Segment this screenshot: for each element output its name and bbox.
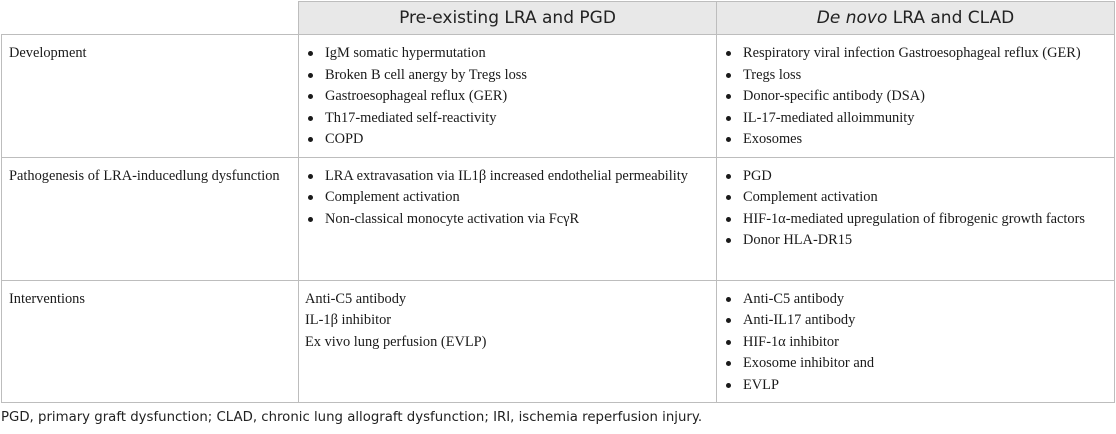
- list-item: Anti-C5 antibody: [723, 289, 1108, 311]
- table-row-interventions: [2, 280, 1115, 403]
- table-row-development: [2, 35, 1115, 158]
- list-item: IL-17-mediated alloimmunity: [723, 108, 1108, 130]
- bullet-list: [305, 166, 710, 231]
- de-novo-cell: [717, 280, 1115, 403]
- list-item: Broken B cell anergy by Tregs loss: [305, 65, 710, 87]
- list-item: COPD: [305, 129, 710, 151]
- list-item: Anti-IL17 antibody: [723, 310, 1108, 332]
- list-item: IL-1β inhibitor: [305, 312, 392, 328]
- list-item: Complement activation: [305, 187, 710, 209]
- header-de-novo-rest: LRA and CLAD: [887, 8, 1015, 28]
- list-item: Gastroesophageal reflux (GER): [305, 86, 710, 108]
- comparison-table: [1, 1, 1115, 403]
- list-item: Non-classical monocyte activation via FcγR: [305, 209, 710, 231]
- list-item: Ex vivo lung perfusion (EVLP): [305, 333, 487, 350]
- list-item: Th17-mediated self-reactivity: [305, 108, 710, 130]
- header-empty-cell: [2, 2, 299, 35]
- bullet-list: [723, 289, 1108, 397]
- list-item: HIF-1α-mediated upregulation of fibrogenic growth factors: [723, 209, 1108, 231]
- de-novo-cell: [717, 157, 1115, 280]
- bullet-list: [723, 43, 1108, 151]
- de-novo-cell: [717, 35, 1115, 158]
- header-de-novo-italic: De novo: [816, 8, 888, 28]
- list-item: Tregs loss: [723, 65, 1108, 87]
- list-item: Anti-C5 antibody: [305, 290, 407, 307]
- list-item: Donor-specific antibody (DSA): [723, 86, 1108, 108]
- table-row-pathogenesis: [2, 157, 1115, 280]
- list-item: HIF-1α inhibitor: [723, 332, 1108, 354]
- list-item: Respiratory viral infection Gastroesophageal reflux (GER): [723, 43, 1108, 65]
- header-row: [2, 2, 1115, 35]
- table-footnote: PGD, primary graft dysfunction; CLAD, chronic lung allograft dysfunction; IRI, ischemia reperfusion injury.: [1, 410, 703, 425]
- row-label: Interventions: [2, 280, 299, 403]
- list-item: Exosomes: [723, 129, 1108, 151]
- list-item: Exosome inhibitor and: [723, 353, 1108, 375]
- pre-existing-cell: [299, 157, 717, 280]
- header-pre-existing: Pre-existing LRA and PGD: [299, 2, 717, 35]
- list-item: Donor HLA-DR15: [723, 230, 1108, 252]
- pre-existing-cell: [299, 35, 717, 158]
- list-item: LRA extravasation via IL1β increased endothelial permeability: [305, 166, 710, 188]
- row-label: Pathogenesis of LRA-inducedlung dysfunction: [2, 157, 299, 280]
- list-item: PGD: [723, 166, 1108, 188]
- bullet-list: [305, 43, 710, 151]
- bullet-list: [723, 166, 1108, 252]
- row-label: Development: [2, 35, 299, 158]
- list-item: EVLP: [723, 375, 1108, 397]
- pre-existing-cell: [299, 280, 717, 403]
- list-item: IgM somatic hypermutation: [305, 43, 710, 65]
- header-de-novo: [717, 2, 1115, 35]
- list-item: Complement activation: [723, 187, 1108, 209]
